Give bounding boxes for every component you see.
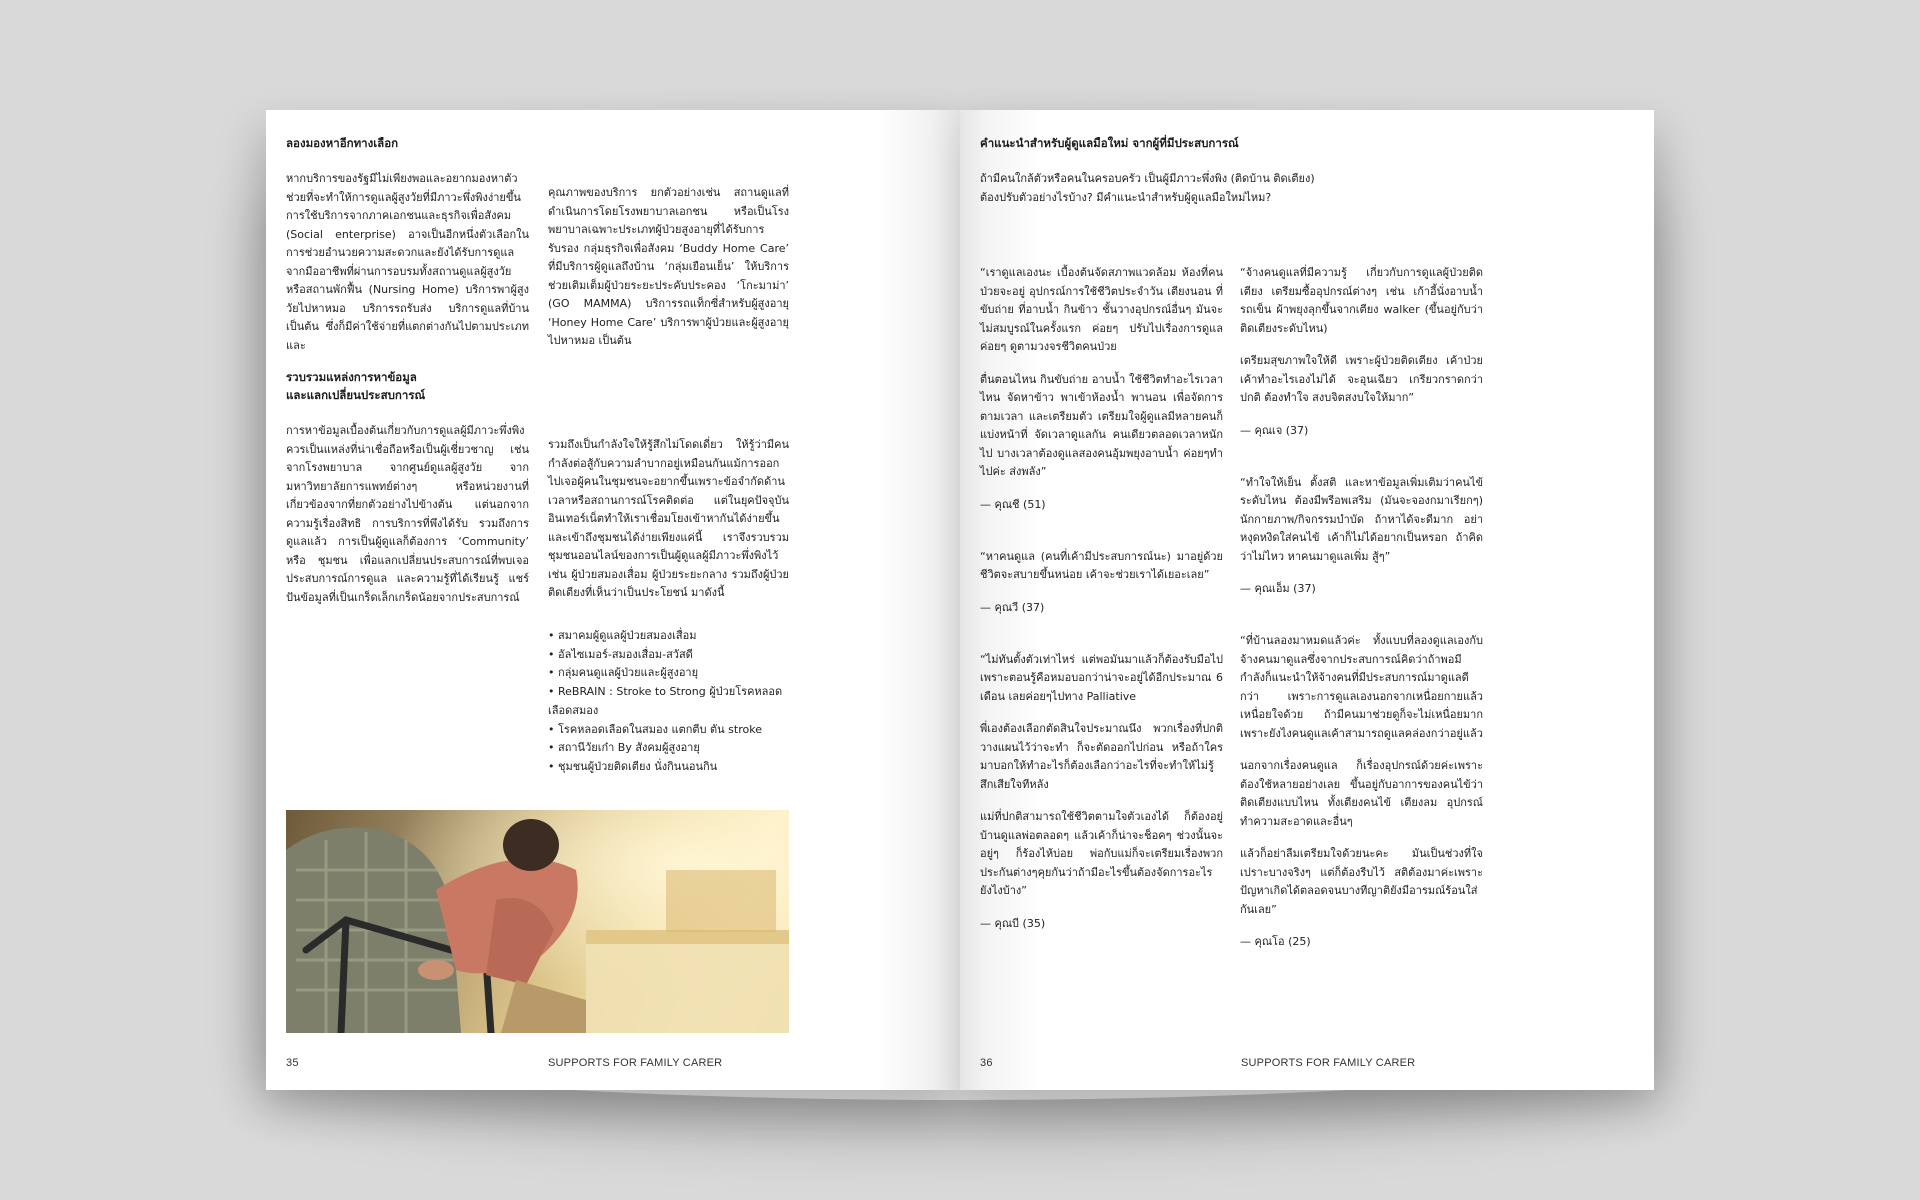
quote-attribution: — คุณโอ (25) — [1240, 935, 1311, 948]
quote-paragraph: แม่ที่ปกติสามารถใช้ชีวิตตามใจตัวเองได้ ก็ต้องอยู่บ้านดูแลพ่อตลอดๆ แล้วเค้าก็น่าจะช็อคๆ ช่วงนั้นจะอยู่ๆ ก็ร้องไห้บ่อย พ่อกับแม่ก็จะเตรียมเรื่องพวกประกันต่างๆคุยกันว่าถ้ามีอะไรขึ้นต้องจัดการอะไรยังไงบ้าง” — [980, 810, 1223, 897]
paragraph-community-col1: การหาข้อมูลเบื้องต้นเกี่ยวกับการดูแลผู้มีภาวะพึ่งพิงควรเป็นแหล่งที่น่าเชื่อถือหรือเป็นผู้เชี่ยวชาญ เช่น จากโรงพยาบาล จากศูนย์ดูแลผู้สูงวัย จากมหาวิทยาลัยการแพทย์ต่างๆ หรือหน่วยงานที่เกี่ยวข้องจากที่ยกตัวอย่างไปข้างต้น แต่นอกจากความรู้เรื่องสิทธิ การบริการที่พึงได้รับ รวมถึงการดูแลแล้ว การเป็นผู้ดูแลก็ต้องการ ‘Community’ หรือ ชุมชน เพื่อแลกเปลี่ยนประสบการณ์ที่พบเจอประสบการณ์การดูแล และความรู้ที่ได้เรียนรู้ แชร์ปันข้อมูลที่เป็นเกร็ดเล็กเกร็ดน้อยจากประสบการณ์ — [286, 424, 529, 604]
left-page — [266, 110, 960, 1090]
quotes-column-1 — [980, 264, 1223, 967]
quote-paragraph: “จ้างคนดูแลที่มีความรู้ เกี่ยวกับการดูแลผู้ป่วยติดเตียง เตรียมซื้ออุปกรณ์ต่างๆ เช่น เก้าอี้นั่งอาบน้ำ รถเข็น ผ้าพยุงลุกขึ้นจากเตียง walker (ขึ้นอยู่กับว่าติดเตียงระดับไหน) — [1240, 266, 1483, 335]
quote-paragraph: พี่เองต้องเลือกตัดสินใจประมาณนึง พวกเรื่องที่ปกติวางแผนไว้ว่าจะทำ ก็จะตัดออกไปก่อน หรือถ้าใครมาบอกให้ทำอะไรก็ต้องเลือกว่าอะไรที่จะทำให้ไม่รู้สึกเสียใจทีหลัง — [980, 722, 1223, 791]
heading-alternatives: ลองมองหาอีกทางเลือก — [286, 136, 399, 150]
quote-attribution: — คุณบี (35) — [980, 916, 1046, 930]
caregiver-photo-illustration — [286, 810, 789, 1033]
quote-block — [1240, 264, 1483, 440]
paragraph-alternatives-col2: คุณภาพของบริการ ยกตัวอย่างเช่น สถานดูแลที่ดำเนินการโดยโรงพยาบาลเอกชน หรือเป็นโรงพยาบาลเฉพาะประเภทผู้ป่วยสูงอายุที่ได้รับการรับรอง กลุ่มธุรกิจเพื่อสังคม ‘Buddy Home Care’ ที่มีบริการผู้ดูแลถึงบ้าน ‘กลุ่มเยือนเย็น’ ให้บริการช่วยเติมเต็มผู้ป่วยระยะประคับประคอง ‘โกะมาม่า’ (GO MAMMA) บริการรถแท็กซี่สำหรับผู้สูงอายุ ‘Honey Home Care’ บริการพาผู้ป่วยและผู้สูงอายุไปหาหมอ เป็นต้น — [548, 186, 789, 347]
heading-advice: คำแนะนำสำหรับผู้ดูแลมือใหม่ จากผู้ที่มีประสบการณ์ — [980, 136, 1239, 150]
quote-paragraph: ตื่นตอนไหน กินขับถ่าย อาบน้ำ ใช้ชีวิตทำอะไรเวลาไหน จัดหาข้าว พาเข้าห้องน้ำ พานอน เพื่อจัดการตามเวลา และเตรียมตัว เตรียมใจผู้ดูแลมีหลายคนก็แบ่งหน้าที่ จัดเวลาดูแลกัน คนเดียวตลอดเวลาหนักไป บางเวลาต้องดูแลสองคนอุ้มพยุงอาบน้ำ ค่อยๆทำไปค่ะ ส่งพลัง” — [980, 372, 1223, 478]
heading-community-line1: รวบรวมแหล่งการหาข้อมูล — [286, 370, 417, 384]
quote-block — [1240, 632, 1483, 951]
paragraph-community-col2: รวมถึงเป็นกำลังใจให้รู้สึกไม่โดดเดี่ยว ให้รู้ว่ามีคนกำลังต่อสู้กับความลำบากอยู่เหมือนกันแม้การออกไปเจอผู้คนในชุมชนจะอยากขึ้นเพราะข้อจำกัดด้านเวลาหรือสถานการณ์โรคติดต่อ แต่ในยุคปัจจุบันอินเทอร์เน็ตทำให้เราเชื่อมโยงเข้าหากันได้ง่ายขึ้นและเข้าถึงชุมชนได้ง่ายเพียงแค่นี้ เราจึงรวบรวมชุมชนออนไลน์ของการเป็นผู้ดูแลผู้มีภาวะพึ่งพิงไว้ เช่น ผู้ป่วยสมองเสื่อม ผู้ป่วยระยะกลาง รวมถึงผู้ป่วยติดเตียงที่เห็นว่าเป็นประโยชน์ มาดังนี้ — [548, 438, 789, 599]
page-number: 35 — [286, 1057, 299, 1069]
list-item: • กลุ่มคนดูแลผู้ป่วยและผู้สูงอายุ — [548, 664, 789, 683]
list-item: • อัลไซเมอร์-สมองเสื่อม-สวัสดี — [548, 646, 789, 665]
quote-block — [980, 651, 1223, 933]
advice-intro-line2: ต้องปรับตัวอย่างไรบ้าง? มีคำแนะนำสำหรับผู้ดูแลมือใหม่ไหม? — [980, 190, 1272, 204]
quote-block — [1240, 474, 1483, 599]
quote-block — [980, 264, 1223, 514]
right-page — [960, 110, 1654, 1090]
quote-paragraph: นอกจากเรื่องคนดูแล ก็เรื่องอุปกรณ์ด้วยค่ะเพราะต้องใช้หลายอย่างเลย ขึ้นอยู่กับอาการของคนไข้ว่าติดเตียงแบบไหน ทั้งเตียงคนไข้ เตียงลม อุปกรณ์ทำความสะอาดและอื่นๆ — [1240, 759, 1483, 828]
quote-paragraph: “ทำใจให้เย็น ตั้งสติ และหาข้อมูลเพิ่มเติมว่าคนไข้ระดับไหน ต้องมีพรีอพเสริม (มันจะจองกมาเรียกๆ) นักกายภาพ/กิจกรรมบำบัด ถ้าหาได้จะดีมาก อย่าหงุดหงิดใส่คนไข้ เค้าก็ไม่ได้อยากเป็นหรอก ถ้าคิดว่าไม่ไหว หาคนมาดูแลเพิ่ม สู้ๆ” — [1240, 475, 1483, 563]
running-footer-title: SUPPORTS FOR FAMILY CARER — [1241, 1057, 1416, 1069]
advice-intro-line1: ถ้ามีคนใกล้ตัวหรือคนในครอบครัว เป็นผู้มีภาวะพึ่งพิง (ติดบ้าน ติดเตียง) — [980, 172, 1315, 185]
heading-community-line2: และแลกเปลี่ยนประสบการณ์ — [286, 388, 426, 402]
heading-community — [286, 368, 546, 404]
advice-intro — [980, 170, 1460, 207]
list-item: • สถานีวัยเก๋า By สังคมผู้สูงอายุ — [548, 739, 789, 758]
list-item: • ชุมชนผู้ป่วยติดเตียง นั่งกินนอนกิน — [548, 758, 789, 777]
quote-paragraph: “ไม่ทันตั้งตัวเท่าไหร่ แต่พอมันมาแล้วก็ต้องรับมือไป เพราะตอนรู้คือหมอบอกว่าน่าจะอยู่ได้อีกประมาณ 6 เดือน เลยค่อยๆไปทาง Palliative — [980, 652, 1223, 703]
caregiver-photo — [286, 810, 789, 1033]
quote-attribution: — คุณวี (37) — [980, 600, 1045, 614]
quote-paragraph: “เราดูแลเองนะ เบื้องต้นจัดสภาพแวดล้อม ห้องที่คนป่วยจะอยู่ อุปกรณ์การใช้ชีวิตประจำวัน เตียงนอน ที่ขับถ่าย ที่อาบน้ำ กินข้าว ชั้นวางอุปกรณ์อื่นๆ มันจะไม่สมบูรณ์ในครั้งแรก ค่อยๆ ปรับไปเรื่องการดูแล ค่อยๆ ดูตามวงจรชีวิตคนป่วย — [980, 266, 1223, 353]
quote-paragraph: แล้วก็อย่าลืมเตรียมใจด้วยนะคะ มันเป็นช่วงที่ใจเปราะบางจริงๆ แต่ก็ต้องรีบไว้ สติต้องมาค่ะเพราะปัญหาเกิดได้ตลอดจนบางทีญาติยังมีอารมณ์ร้อนใส่กันเลย” — [1240, 847, 1483, 916]
quote-paragraph: เตรียมสุขภาพใจให้ดี เพราะผู้ป่วยติดเตียง เค้าป่วย เค้าทำอะไรเองไม่ได้ จะอุนเฉียว เกรียวกราดกว่าปกติ ต้องทำใจ สงบจิตสงบใจให้มาก” — [1240, 354, 1483, 404]
quote-block — [980, 548, 1223, 617]
running-footer-title: SUPPORTS FOR FAMILY CARER — [548, 1057, 723, 1069]
page-number: 36 — [980, 1057, 993, 1069]
quote-attribution: — คุณชี (51) — [980, 497, 1046, 511]
quote-attribution: — คุณเอ็ม (37) — [1240, 582, 1316, 595]
list-item: • โรคหลอดเลือดในสมอง แตกตีบ ตัน stroke — [548, 721, 789, 740]
quotes-column-2 — [1240, 264, 1483, 985]
list-item: • สมาคมผู้ดูแลผู้ป่วยสมองเสื่อม — [548, 627, 789, 646]
paragraph-alternatives-col1: หากบริการของรัฐมีไม่เพียงพอและอยากมองหาตัวช่วยที่จะทำให้การดูแลผู้สูงวัยที่มีภาวะพึ่งพิงง่ายขึ้น การใช้บริการจากภาคเอกชนและธุรกิจเพื่อสังคม (Social enterprise) อาจเป็นอีกหนึ่งตัวเลือกในการช่วยอำนวยความสะดวกและยังได้รับการดูแลจากมืออาชีพที่ผ่านการอบรมทั้งสถานดูแลผู้สูงวัยหรือสถานพักฟื้น (Nursing Home) บริการพาผู้สูงวัยไปหาหมอ บริการรถรับส่ง บริการดูแลที่บ้าน เป็นต้น ซึ่งก็มีค่าใช้จ่ายที่แตกต่างกันไปตามประเภทและ — [286, 172, 529, 352]
quote-paragraph: “หาคนดูแล (คนที่เค้ามีประสบการณ์นะ) มาอยู่ด้วย ชีวิตจะสบายขึ้นหน่อย เค้าจะช่วยเราได้เยอะเลย” — [980, 549, 1223, 581]
list-item: • ReBRAIN : Stroke to Strong ผู้ป่วยโรคหลอดเลือดสมอง — [548, 683, 789, 720]
quote-paragraph: “ที่บ้านลองมาหมดแล้วค่ะ ทั้งแบบที่ลองดูแลเองกับจ้างคนมาดูแลซึ่งจากประสบการณ์คิดว่าถ้าพอมีกำลังก็แนะนำให้จ้างคนที่มีประสบการณ์มาดูแลดีกว่า เพราะการดูแลเองนอกจากเหนื่อยกายแล้วเหนื่อยใจด้วย ถ้ามีคนมาช่วยดูก็จะไม่เหนื่อยมากเพราะยังไงคนดูแลเค้าสามารถดูแลคล่องกว่าอยู่แล้ว — [1240, 634, 1483, 740]
community-list — [548, 627, 789, 777]
quote-attribution: — คุณเจ (37) — [1240, 423, 1309, 437]
